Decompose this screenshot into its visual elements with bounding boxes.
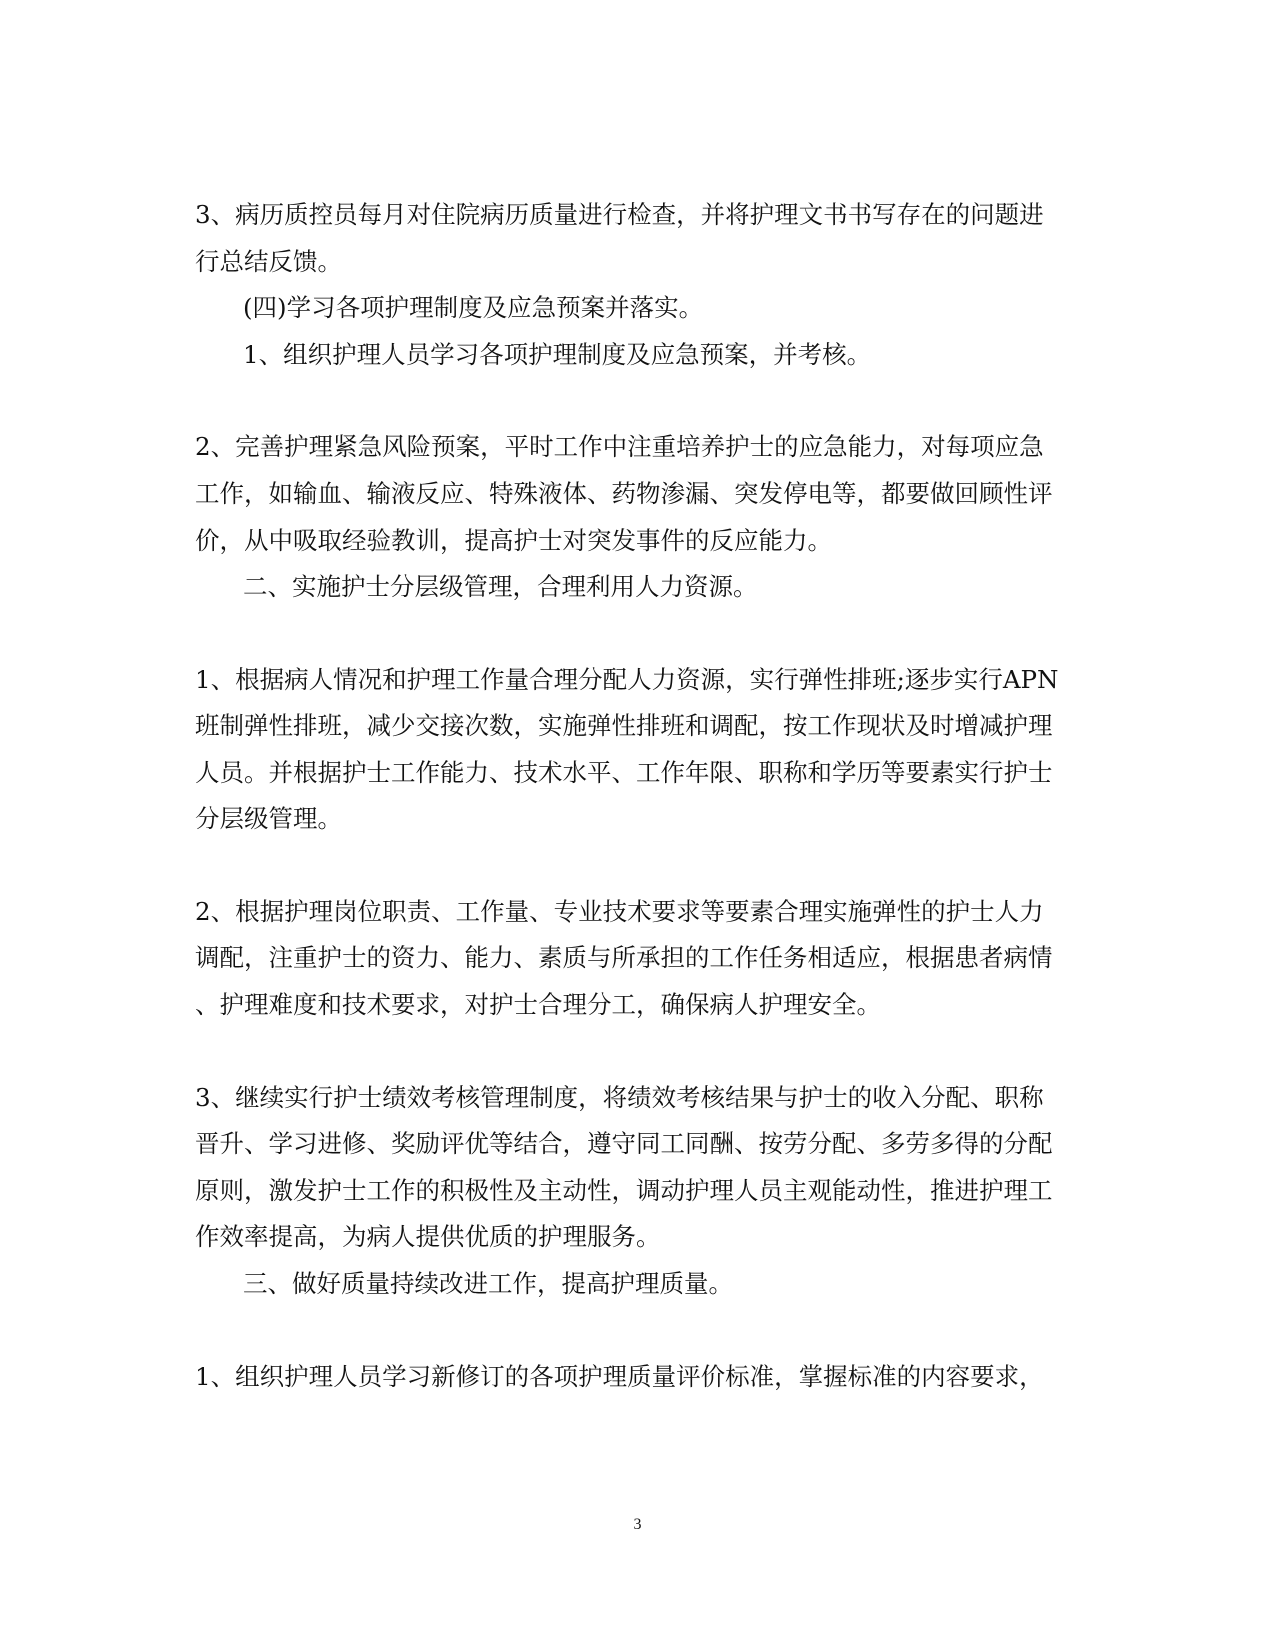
section-heading: 二、实施护士分层级管理，合理利用人力资源。 xyxy=(243,572,758,601)
text-line: 原则，激发护士工作的积极性及主动性，调动护理人员主观能动性，推进护理工 xyxy=(195,1176,1053,1205)
text-line: 作效率提高，为病人提供优质的护理服务。 xyxy=(195,1222,661,1251)
text-line: 工作，如输血、输液反应、特殊液体、药物渗漏、突发停电等，都要做回顾性评 xyxy=(195,479,1053,508)
section-heading: (四)学习各项护理制度及应急预案并落实。 xyxy=(243,293,704,322)
text-line: 3、继续实行护士绩效考核管理制度，将绩效考核结果与护士的收入分配、职称 xyxy=(195,1083,1044,1112)
text-line: 分层级管理。 xyxy=(195,804,342,833)
text-line: 1、组织护理人员学习各项护理制度及应急预案，并考核。 xyxy=(243,340,872,369)
page-number: 3 xyxy=(633,1516,642,1533)
text-line: 2、完善护理紧急风险预案，平时工作中注重培养护士的应急能力，对每项应急 xyxy=(195,432,1044,461)
text-line: 人员。并根据护士工作能力、技术水平、工作年限、职称和学历等要素实行护士 xyxy=(195,758,1053,787)
text-line: 晋升、学习进修、奖励评优等结合，遵守同工同酬、按劳分配、多劳多得的分配 xyxy=(195,1129,1053,1158)
text-line: 3、病历质控员每月对住院病历质量进行检查，并将护理文书书写存在的问题进 xyxy=(195,200,1044,229)
text-line: 班制弹性排班，减少交接次数，实施弹性排班和调配，按工作现状及时增减护理 xyxy=(195,711,1053,740)
text-line: 、护理难度和技术要求，对护士合理分工，确保病人护理安全。 xyxy=(195,990,881,1019)
text-line: 行总结反馈。 xyxy=(195,247,342,276)
section-heading: 三、做好质量持续改进工作，提高护理质量。 xyxy=(243,1269,733,1298)
text-line: 调配，注重护士的资力、能力、素质与所承担的工作任务相适应，根据患者病情 xyxy=(195,943,1053,972)
text-line: 2、根据护理岗位职责、工作量、专业技术要求等要素合理实施弹性的护士人力 xyxy=(195,897,1044,926)
text-line: 价，从中吸取经验教训，提高护士对突发事件的反应能力。 xyxy=(195,526,832,555)
text-line: 1、组织护理人员学习新修订的各项护理质量评价标准，掌握标准的内容要求， xyxy=(195,1362,1044,1391)
text-line: 1、根据病人情况和护理工作量合理分配人力资源，实行弹性排班;逐步实行APN xyxy=(195,665,1059,694)
